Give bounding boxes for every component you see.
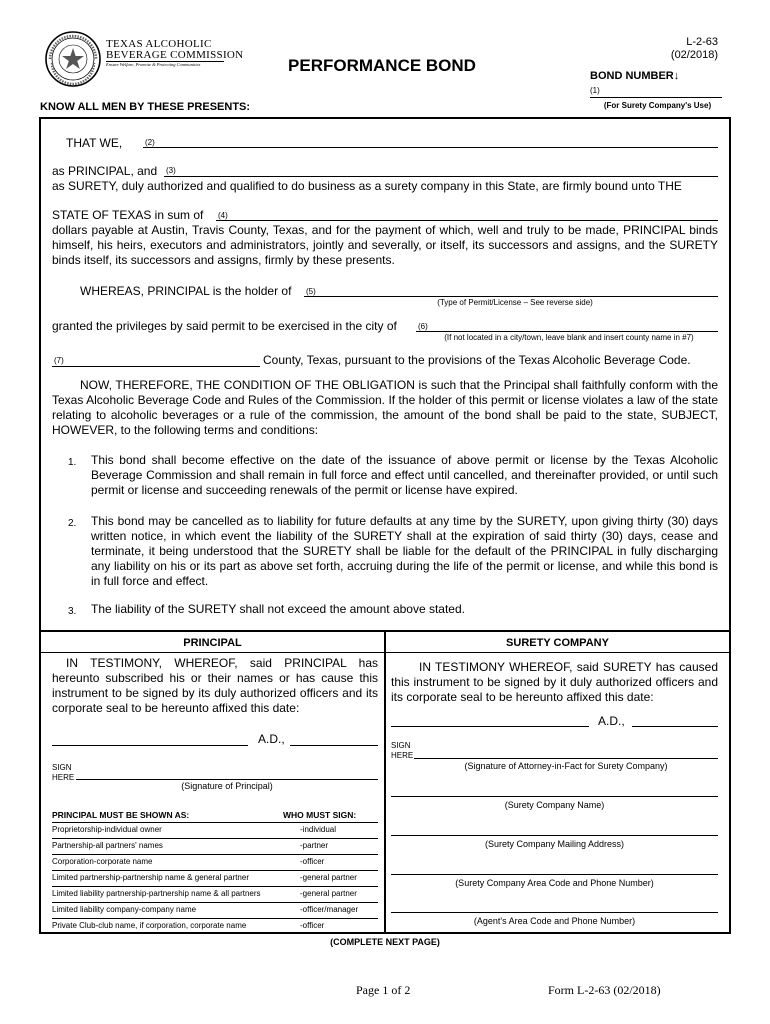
principal-heading: PRINCIPAL [183,637,242,649]
surety-address-label: (Surety Company Mailing Address) [484,839,625,849]
agency-tagline: Ensure Welfare, Promote & Protecting Communities [106,62,201,67]
agent-phone-label: (Agent's Area Code and Phone Number) [473,916,636,926]
surety-name-field[interactable] [164,176,718,177]
term-3-number: 3. [68,606,77,617]
that-we-label: THAT WE, [66,136,123,150]
dollars-paragraph: dollars payable at Austin, Travis County, Texas, and for the payment of which, well and truly to be made, PRINCIPAL binds himself, his heirs, executors and administrators, jointly and severally, or itself, its successors and assigns, and the SURETY binds itself, its successors and assigns, firmly by these presents. [52,223,718,267]
signature-divider [384,632,386,934]
agency-name-line2: BEVERAGE COMMISSION [106,49,244,61]
form-reference: Form L-2-63 (02/2018) [548,983,661,997]
city-field[interactable] [416,331,718,332]
marker-6: (6) [418,322,428,331]
city-note: (If not located in a city/town, leave blank and insert county name in #7) [444,333,694,342]
principal-heading-rule [41,652,384,653]
principal-ad-label: A.D., [258,732,285,746]
complete-next-page: (COMPLETE NEXT PAGE) [330,937,440,947]
page-title: PERFORMANCE BOND [288,56,476,75]
surety-name-label: (Surety Company Name) [504,800,605,810]
permit-type-note: (Type of Permit/License – See reverse side) [437,298,593,307]
granted-label: granted the privileges by said permit to be exercised in the city of [52,319,397,333]
tabc-seal-icon [44,30,102,88]
bond-number-note: (For Surety Company's Use) [603,101,712,110]
bond-amount-field[interactable] [216,220,718,221]
surety-heading-rule [386,652,729,653]
surety-name-line[interactable] [391,796,718,797]
marker-4: (4) [218,211,228,220]
principal-date-field[interactable] [52,745,248,746]
permit-type-field[interactable] [304,296,718,297]
term-2-text: This bond may be cancelled as to liability for future defaults at any time by the SURETY, upon giving thirty (30) days written notice, in which event the liability of the SURETY shall at the expiration of said thirty (30) days, cease and terminate, it being understood that the SURETY shall be liable for the default of the PRINCIPAL in fully discharging any liability on his or its part as above set forth, accruing during the life of the permit or license, and while this bond is in full force and effect. [91,514,718,588]
table-row: Limited partnership-partnership name & general partner -general partner [52,870,378,887]
whereas-label: WHEREAS, PRINCIPAL is the holder of [80,284,292,298]
state-of-texas-label: STATE OF TEXAS in sum of [52,208,204,222]
county-text: County, Texas, pursuant to the provisions of the Texas Alcoholic Beverage Code. [263,353,691,367]
down-arrow-icon: ↓ [673,70,680,82]
marker-7: (7) [54,356,64,365]
shown-as-header: PRINCIPAL MUST BE SHOWN AS: [52,810,190,820]
term-1-number: 1. [68,457,77,468]
page-number: Page 1 of 2 [356,983,411,997]
table-row: Limited liability partnership-partnership name & all partners -general partner [52,886,378,903]
table-row: Private Club-club name, if corporation, corporate name -officer [52,918,378,935]
surety-ad-label: A.D., [598,714,625,728]
marker-2: (2) [145,138,155,147]
surety-testimony: IN TESTIMONY WHEREOF, said SURETY has caused this instrument to be signed by it duly authorized officers and its corporate seal to be hereunto affixed this date: [391,660,718,704]
surety-signature-label: (Signature of Attorney-in-Fact for Surety Company) [464,761,668,771]
surety-sign-label: SIGN [391,741,411,750]
bond-number-label: BOND NUMBER↓ [590,70,680,82]
table-row: Partnership-all partners' names -partner [52,838,378,855]
marker-1: (1) [590,86,600,95]
principal-testimony: IN TESTIMONY, WHEREOF, said PRINCIPAL has hereunto subscribed his or their names or has cause this instrument to be signed by its duly authorized officers and its corporate seal to be hereunto affixed this date: [52,656,378,715]
surety-year-field[interactable] [632,726,718,727]
surety-here-label: HERE [391,751,414,760]
term-2-number: 2. [68,518,77,529]
agency-name-line1: TEXAS ALCOHOLIC [106,38,212,50]
marker-3: (3) [166,166,176,175]
county-field[interactable] [52,366,260,367]
principal-here-label: HERE [52,773,75,782]
surety-phone-label: (Surety Company Area Code and Phone Number) [455,878,654,888]
term-1-text: This bond shall become effective on the date of the issuance of above permit or license by the Texas Alcoholic Beverage Commission and shall remain in full force and effect until cancelled, and thereinafter provided, or until such permit or license and succeeding renewals of the permit or license have expired. [91,453,718,497]
table-row: Corporation-corporate name -officer [52,854,378,871]
surety-signature-field[interactable] [414,758,718,759]
principal-signature-field[interactable] [76,779,378,780]
agent-phone-line[interactable] [391,912,718,913]
who-must-sign-header: WHO MUST SIGN: [283,810,357,820]
principal-signature-label: (Signature of Principal) [181,781,273,791]
as-principal-label: as PRINCIPAL, and [52,164,158,178]
surety-date-field[interactable] [391,726,589,727]
table-row: Limited liability company-company name -officer/manager [52,902,378,919]
surety-heading: SURETY COMPANY [506,637,609,649]
table-row: Proprietorship-individual owner -individual [52,822,378,839]
form-id: L-2-63 [686,36,718,48]
form-date: (02/2018) [670,49,718,61]
surety-address-line[interactable] [391,835,718,836]
marker-5: (5) [306,287,316,296]
bond-number-field[interactable] [590,97,722,98]
as-surety-text: as SURETY, duly authorized and qualified to do business as a surety company in this State, are firmly bound unto THE [52,179,682,193]
term-3-text: The liability of the SURETY shall not exceed the amount above stated. [91,602,465,616]
know-all-heading: KNOW ALL MEN BY THESE PRESENTS: [40,101,251,113]
surety-phone-line[interactable] [391,874,718,875]
principal-year-field[interactable] [290,745,378,746]
principal-sign-label: SIGN [52,763,72,772]
now-therefore-paragraph: NOW, THEREFORE, THE CONDITION OF THE OBLIGATION is such that the Principal shall faithfully conform with the Texas Alcoholic Beverage Code and Rules of the Commission. If the holder of this permit or license violates a law of the state relating to alcoholic beverages or a rule of the commission, the amount of the bond shall be paid to the state, SUBJECT, HOWEVER, to the following terms and conditions: [52,378,718,437]
principal-name-field[interactable] [143,147,718,148]
